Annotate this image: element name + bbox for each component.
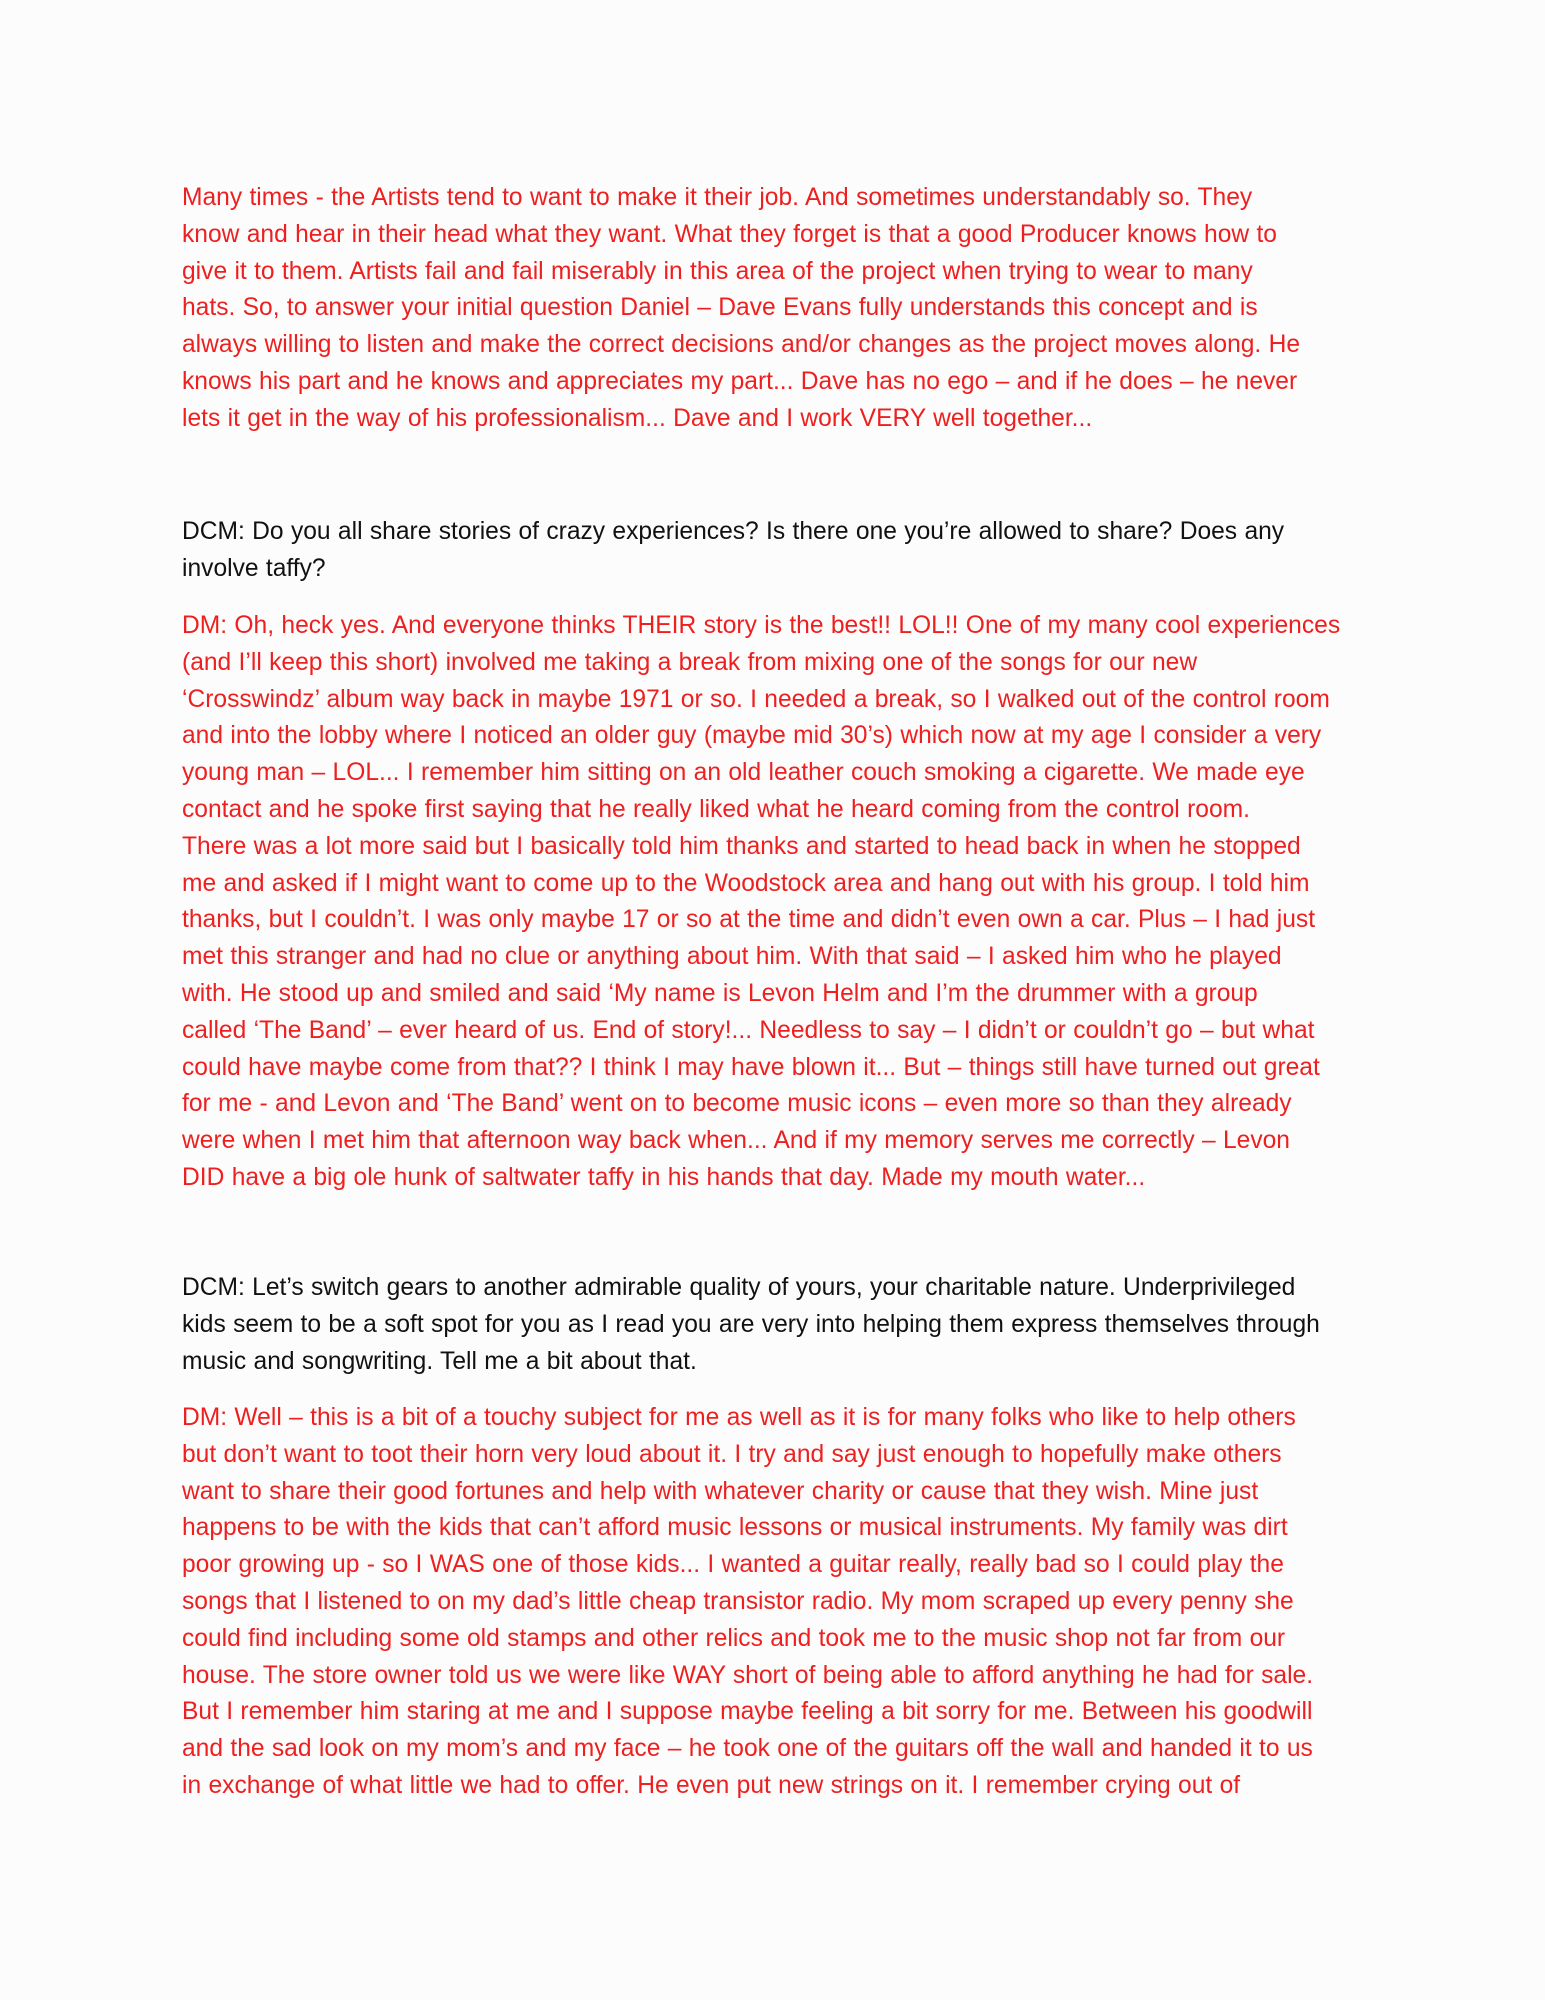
- question-paragraph-crazy-experiences: DCM: Do you all share stories of crazy experiences? Is there one you’re allowed to share? Does any involve taffy?: [182, 518, 1285, 582]
- answer-paragraph-producer-role: Many times - the Artists tend to want to make it their job. And sometimes understandably so. They know and hear in their head what they want. What they forget is that a good Producer knows how to give it to them. Artists fail and fail miserably in this area of the project when trying to wear to many hats. So, to answer your initial question Daniel – Dave Evans fully understands this concept and is always willing to listen and make the correct decisions and/or changes as the project moves along. He knows his part and he knows and appreciates my part... Dave has no ego – and if he does – he never lets it get in the way of his professionalism... Dave and I work VERY well together...: [182, 184, 1301, 432]
- question-paragraph-charitable-nature: DCM: Let’s switch gears to another admirable quality of yours, your charitable nature. Underprivileged kids seem to be a soft spot for you as I read you are very into helping them express themselves through music and songwriting. Tell me a bit about that.: [182, 1274, 1320, 1375]
- answer-paragraph-levon-helm-story: DM: Oh, heck yes. And everyone thinks THEIR story is the best!! LOL!! One of my many cool experiences (and I’ll keep this short) involved me taking a break from mixing one of the songs for our new ‘Crosswindz’ album way back in maybe 1971 or so. I needed a break, so I walked out of the control room and into the lobby where I noticed an older guy (maybe mid 30’s) which now at my age I consider a very young man – LOL... I remember him sitting on an old leather couch smoking a cigarette. We made eye contact and he spoke first saying that he really liked what he heard coming from the control room. There was a lot more said but I basically told him thanks and started to head back in when he stopped me and asked if I might want to come up to the Woodstock area and hang out with his group. I told him thanks, but I couldn’t. I was only maybe 17 or so at the time and didn’t even own a car. Plus – I had just met this stranger and had no clue or anything about him. With that said – I asked him who he played with. He stood up and smiled and said ‘My name is Levon Helm and I’m the drummer with a group called ‘The Band’ – ever heard of us. End of story!... Needless to say – I didn’t or couldn’t go – but what could have maybe come from that?? I think I may have blown it... But – things still have turned out great for me - and Levon and ‘The Band’ went on to become music icons – even more so than they already were when I met him that afternoon way back when... And if my memory serves me correctly – Levon DID have a big ole hunk of saltwater taffy in his hands that day. Made my mouth water...: [182, 612, 1341, 1191]
- answer-paragraph-guitar-story: DM: Well – this is a bit of a touchy subject for me as well as it is for many folks who like to help others but don’t want to toot their horn very loud about it. I try and say just enough to hopefully make others want to share their good fortunes and help with whatever charity or cause that they wish. Mine just happens to be with the kids that can’t afford music lessons or musical instruments. My family was dirt poor growing up - so I WAS one of those kids... I wanted a guitar really, really bad so I could play the songs that I listened to on my dad’s little cheap transistor radio. My mom scraped up every penny she could find including some old stamps and other relics and took me to the music shop not far from our house. The store owner told us we were like WAY short of being able to afford anything he had for sale. But I remember him staring at me and I suppose maybe feeling a bit sorry for me. Between his goodwill and the sad look on my mom’s and my face – he took one of the guitars off the wall and handed it to us in exchange of what little we had to offer. He even put new strings on it. I remember crying out of: [182, 1404, 1314, 1799]
